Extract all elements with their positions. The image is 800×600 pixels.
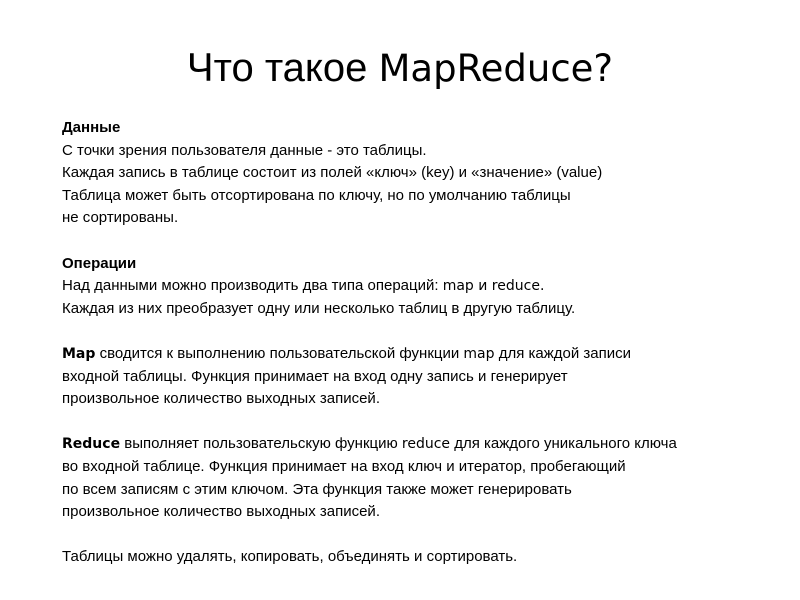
data-line-2: Каждая запись в таблице состоит из полей «ключ» (key) и «значение» (value)	[62, 164, 603, 182]
slide-body	[62, 117, 782, 569]
reduce-line-3: по всем записям с этим ключом. Эта функция также может генерировать	[62, 480, 572, 498]
spacer	[62, 411, 782, 434]
reduce-line-1-a: выполняет пользовательскую функцию	[120, 435, 402, 453]
operations-line-2: Каждая из них преобразует одну или несколько таблиц в другую таблицу.	[62, 299, 576, 317]
data-line-1: С точки зрения пользователя данные - это таблицы.	[62, 141, 427, 159]
reduce-line-1-b: для каждого уникального ключа	[450, 435, 677, 453]
operations-line-1-text: Над данными можно производить два типа операций:	[62, 277, 443, 295]
map-function-name: map	[463, 345, 495, 362]
data-line-4: не сортированы.	[62, 209, 179, 227]
operations-line-1-terms: map и reduce.	[442, 278, 545, 295]
map-term: Map	[62, 345, 96, 362]
slide-title-brand: MapReduce?	[378, 47, 614, 90]
spacer	[62, 320, 782, 343]
reduce-term: Reduce	[62, 436, 121, 453]
map-line-1-b: для каждой записи	[494, 344, 632, 362]
map-line-1	[62, 343, 782, 366]
data-line-3: Таблица может быть отсортирована по ключу, но по умолчанию таблицы	[62, 186, 571, 204]
data-heading: Данные	[62, 119, 121, 136]
spacer	[62, 230, 782, 253]
reduce-line-4: произвольное количество выходных записей.	[62, 503, 380, 521]
operations-line-1	[62, 275, 782, 298]
map-line-2: входной таблицы. Функция принимает на вход одну запись и генерирует	[62, 367, 568, 385]
reduce-function-name: reduce	[401, 436, 451, 453]
operations-heading: Операции	[62, 254, 137, 272]
spacer	[62, 524, 782, 547]
footer-line: Таблицы можно удалять, копировать, объединять и сортировать.	[62, 548, 518, 566]
slide-title-prefix: Что такое	[186, 46, 379, 90]
slide-title	[0, 42, 800, 95]
reduce-line-2: во входной таблице. Функция принимает на вход ключ и итератор, пробегающий	[62, 457, 626, 475]
map-line-3: произвольное количество выходных записей.	[62, 390, 380, 408]
reduce-line-1	[62, 433, 782, 456]
map-line-1-a: сводится к выполнению пользовательской функции	[95, 344, 464, 362]
